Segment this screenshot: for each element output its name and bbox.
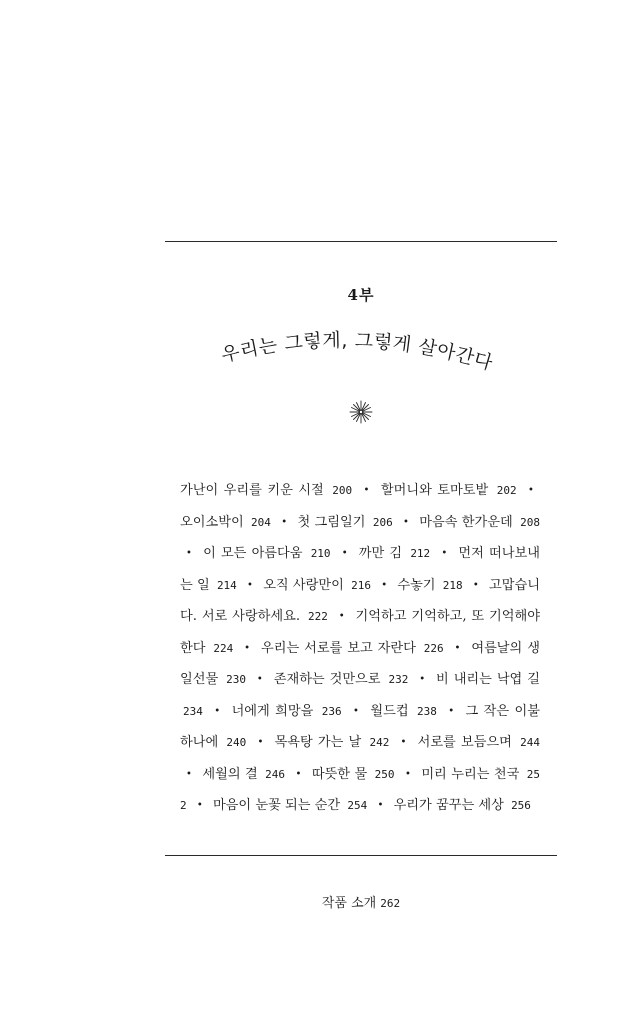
bullet-separator: •	[247, 579, 253, 591]
bottom-divider	[165, 855, 557, 856]
toc-entry-title: 따뜻한 물	[311, 766, 368, 782]
bullet-separator: •	[214, 705, 221, 717]
toc-entry-page-number: 210	[310, 547, 331, 560]
toc-entry-page-number: 224	[213, 641, 234, 655]
part-label: 4부	[347, 286, 375, 304]
bullet-separator: •	[441, 548, 448, 559]
toc-entry-title: 마음속 한가운데	[419, 514, 513, 530]
toc-entry	[359, 546, 430, 561]
toc-entry-title: 수놓기	[397, 577, 436, 593]
toc-entry	[180, 483, 352, 498]
toc-entry-page-number: 234	[183, 704, 203, 718]
bullet-separator: •	[377, 800, 384, 811]
toc-entry-page-number: 254	[347, 799, 368, 812]
part-title-text	[219, 329, 495, 374]
toc-entry-page-number: 216	[351, 578, 371, 592]
toc-entry-page-number: 236	[321, 704, 342, 718]
part-title-textpath: 우리는 그렇게, 그렇게 살아간다	[219, 329, 496, 375]
toc-entry	[275, 735, 390, 750]
toc-entry	[274, 672, 409, 687]
bullet-separator: •	[454, 642, 461, 654]
toc-entry-title: 세월의 결	[202, 766, 258, 782]
toc-entry-page-number: 222	[307, 610, 328, 623]
bullet-separator: •	[186, 768, 192, 780]
bullet-separator: •	[281, 516, 288, 528]
bullet-separator: •	[472, 579, 479, 591]
toc-entry	[261, 641, 444, 656]
toc-entry-page-number: 240	[226, 736, 247, 749]
toc-entry-page-number: 252	[180, 767, 541, 812]
toc-entry	[418, 735, 540, 750]
toc-entry-page-number: 208	[520, 515, 540, 529]
bullet-separator: •	[528, 485, 534, 496]
toc-entry	[203, 546, 331, 561]
toc-entry-title: 가난이 우리를 키운 시절	[180, 483, 324, 498]
bullet-separator: •	[196, 800, 203, 811]
table-of-contents	[180, 476, 540, 823]
appendix-entry	[0, 892, 640, 911]
appendix-page-number: 262	[380, 897, 401, 910]
toc-entry-title: 서로를 보듬으며	[417, 735, 512, 750]
bullet-separator: •	[400, 737, 407, 748]
bullet-separator: •	[448, 705, 455, 717]
bullet-separator: •	[295, 768, 302, 780]
toc-entry-title: 목욕탕 가는 날	[274, 735, 362, 750]
toc-entry-title: 너에게 희망을	[231, 703, 314, 719]
part-title-svg	[218, 330, 508, 390]
bullet-separator: •	[338, 611, 345, 622]
toc-entry-page-number: 200	[332, 484, 353, 497]
toc-entry-title: 미리 누리는 천국	[421, 766, 520, 782]
toc-entry-page-number: 244	[520, 736, 540, 749]
bullet-separator: •	[244, 642, 251, 654]
toc-entry	[381, 483, 517, 498]
toc-entry-title: 그 작은 이불 하나에	[180, 703, 540, 750]
toc-entry-page-number: 202	[496, 484, 517, 497]
toc-entry-title: 마음이 눈꽃 되는 순간	[212, 798, 341, 813]
toc-entry-page-number: 218	[442, 578, 463, 592]
toc-entry-title: 월드컵	[370, 703, 409, 719]
toc-entry-title: 오이소박이	[180, 514, 244, 530]
part-title	[218, 330, 508, 390]
bullet-separator: •	[353, 705, 359, 717]
toc-entry	[397, 578, 462, 593]
bullet-separator: •	[404, 768, 411, 780]
toc-entry-page-number: 232	[388, 673, 409, 686]
toc-entry-title: 오직 사랑만이	[263, 577, 344, 593]
toc-entry-title: 첫 그림일기	[297, 514, 366, 530]
bullet-separator: •	[186, 548, 192, 559]
toc-entry-title: 우리는 서로를 보고 자란다	[260, 640, 416, 656]
bullet-separator: •	[363, 485, 370, 496]
toc-entry-page-number: 242	[369, 736, 390, 749]
toc-entry-page-number: 246	[265, 767, 286, 781]
toc-entry-page-number: 214	[216, 578, 237, 592]
toc-entry-title: 할머니와 토마토밭	[380, 483, 489, 498]
appendix-title: 작품 소개	[321, 896, 377, 911]
toc-entry-page-number: 230	[226, 673, 246, 686]
toc-entry-title: 비 내리는 낙엽 길	[436, 672, 540, 687]
toc-entry-title: 먼저 떠나보내는 일	[180, 546, 540, 593]
toc-entry-page-number: 226	[423, 641, 444, 655]
toc-entry	[202, 767, 285, 782]
bullet-separator: •	[381, 579, 388, 591]
bullet-separator: •	[256, 674, 263, 685]
bullet-separator: •	[419, 674, 426, 685]
toc-entry-title: 고맙습니다. 서로 사랑하세요.	[180, 577, 540, 624]
toc-entry-page-number: 256	[511, 799, 531, 812]
toc-entry	[419, 515, 540, 530]
starburst-ornament-icon	[349, 400, 373, 424]
toc-entry-page-number: 204	[251, 515, 271, 529]
bullet-separator: •	[403, 516, 409, 528]
bullet-separator: •	[341, 548, 348, 559]
toc-entry-page-number: 250	[374, 767, 395, 781]
toc-entry	[232, 704, 342, 719]
toc-entry	[297, 515, 392, 530]
toc-entry	[312, 767, 395, 782]
bullet-separator: •	[257, 737, 264, 748]
toc-entry-title: 우리가 꿈꾸는 세상	[393, 798, 504, 813]
toc-entry	[394, 798, 531, 813]
toc-entry-title: 존재하는 것만으로	[273, 672, 381, 687]
toc-entry-title: 이 모든 아름다움	[203, 546, 303, 561]
toc-entry-page-number: 206	[372, 515, 393, 529]
toc-entry-title: 까만 김	[358, 546, 403, 561]
toc-entry	[370, 704, 436, 719]
top-divider	[165, 241, 557, 242]
toc-entry	[263, 578, 371, 593]
toc-entry-page-number: 238	[416, 704, 437, 718]
toc-entry-title: 기억하고 기억하고, 또 기억해야 한다	[180, 609, 540, 656]
toc-entry	[213, 798, 367, 813]
toc-entry	[180, 515, 271, 530]
toc-entry-title: 여름날의 생일선물	[180, 640, 540, 687]
toc-entry-page-number: 212	[410, 547, 431, 560]
